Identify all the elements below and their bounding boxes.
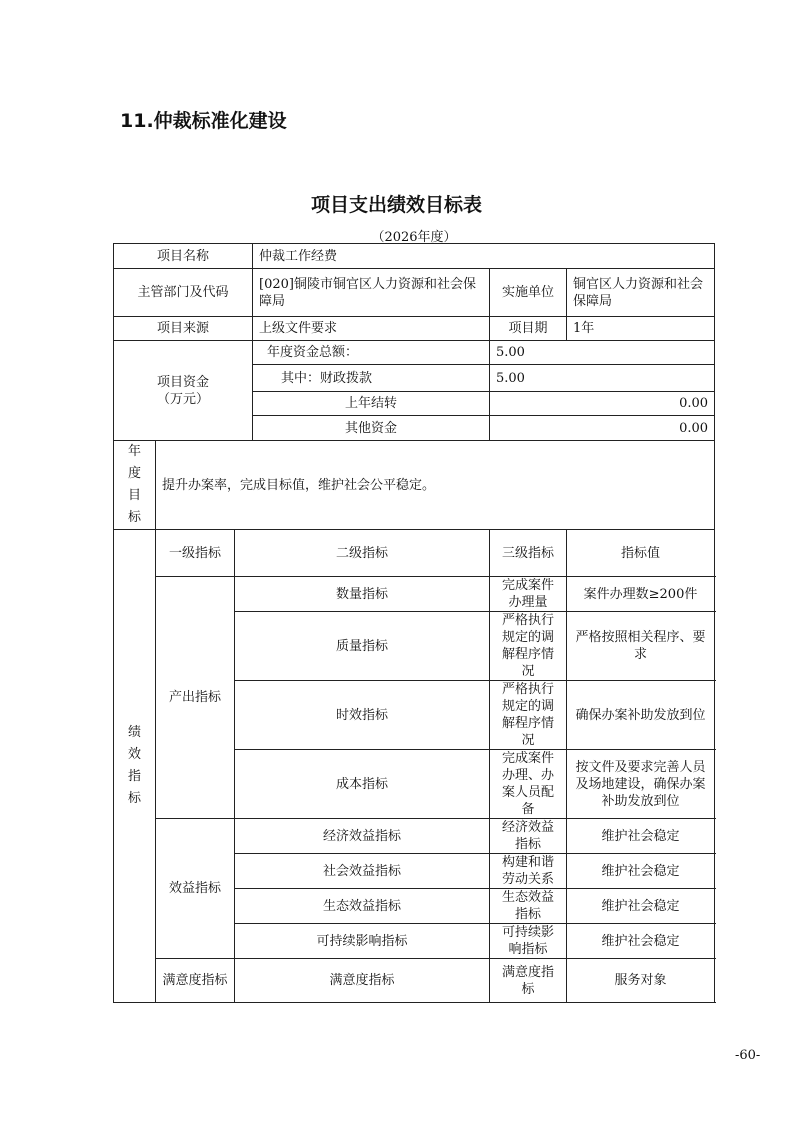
period: 1年 <box>567 317 715 341</box>
l3: 构建和谐劳动关系 <box>490 854 567 889</box>
value: 按文件及要求完善人员及场地建设，确保办案补助发放到位 <box>567 750 715 819</box>
l2: 成本指标 <box>235 750 490 819</box>
value: 案件办理数≥200件 <box>567 577 715 612</box>
goal-label: 年 度 目 标 <box>114 441 156 530</box>
funds-row-value: 0.00 <box>490 392 715 416</box>
value: 维护社会稳定 <box>567 889 715 924</box>
l3: 生态效益指标 <box>490 889 567 924</box>
project-name: 仲裁工作经费 <box>253 244 715 269</box>
funds-row-value: 5.00 <box>490 365 715 392</box>
l2: 数量指标 <box>235 577 490 612</box>
l3: 严格执行规定的调解程序情况 <box>490 612 567 681</box>
impl: 铜官区人力资源和社会保障局 <box>567 269 715 317</box>
performance-table <box>113 243 715 1003</box>
label: 项目名称 <box>114 244 253 269</box>
l3: 完成案件办理量 <box>490 577 567 612</box>
funds-row-value: 5.00 <box>490 341 715 365</box>
l3: 可持续影响指标 <box>490 924 567 959</box>
section-heading: 11.仲裁标准化建设 <box>120 110 287 132</box>
funds-label-text: 项目资金 <box>156 374 209 390</box>
header-cell: 二级指标 <box>235 530 490 577</box>
l2: 满意度指标 <box>235 959 490 1003</box>
l2: 经济效益指标 <box>235 819 490 854</box>
l2: 质量指标 <box>235 612 490 681</box>
funds-row-label: 其他资金 <box>253 416 490 441</box>
funds-row-value: 0.00 <box>490 416 715 441</box>
value: 维护社会稳定 <box>567 819 715 854</box>
value: 维护社会稳定 <box>567 854 715 889</box>
table-title: 项目支出绩效目标表 <box>310 194 482 216</box>
l3: 经济效益指标 <box>490 819 567 854</box>
label: 主管部门及代码 <box>114 269 253 317</box>
funds-unit: （万元） <box>156 391 209 407</box>
label: 项目来源 <box>114 317 253 341</box>
value: 服务对象 <box>567 959 715 1003</box>
funds-row-label: 上年结转 <box>253 392 490 416</box>
label: 项目期 <box>490 317 567 341</box>
header-cell: 三级指标 <box>490 530 567 577</box>
year-label: （2026年度） <box>371 230 457 245</box>
funds-row-label: 其中：财政拨款 <box>253 365 490 392</box>
value: 确保办案补助发放到位 <box>567 681 715 750</box>
l2: 生态效益指标 <box>235 889 490 924</box>
value: 严格按照相关程序、要求 <box>567 612 715 681</box>
header-cell: 指标值 <box>567 530 715 577</box>
header-cell: 一级指标 <box>156 530 235 577</box>
page-number: -60- <box>735 1048 761 1063</box>
l2: 时效指标 <box>235 681 490 750</box>
funds-label <box>114 341 253 441</box>
dept: [020]铜陵市铜官区人力资源和社会保障局 <box>253 269 490 317</box>
funds-row-label: 年度资金总额： <box>253 341 490 365</box>
sat-label: 满意度指标 <box>156 959 235 1003</box>
perf-label: 绩 效 指 标 <box>114 530 156 1003</box>
l3: 满意度指标 <box>490 959 567 1003</box>
l3: 严格执行规定的调解程序情况 <box>490 681 567 750</box>
goal: 提升办案率，完成目标值，维护社会公平稳定。 <box>156 441 715 530</box>
l2: 可持续影响指标 <box>235 924 490 959</box>
benefit-label: 效益指标 <box>156 819 235 959</box>
label: 实施单位 <box>490 269 567 317</box>
source: 上级文件要求 <box>253 317 490 341</box>
output-label: 产出指标 <box>156 577 235 819</box>
l2: 社会效益指标 <box>235 854 490 889</box>
l3: 完成案件办理、办案人员配备 <box>490 750 567 819</box>
value: 维护社会稳定 <box>567 924 715 959</box>
